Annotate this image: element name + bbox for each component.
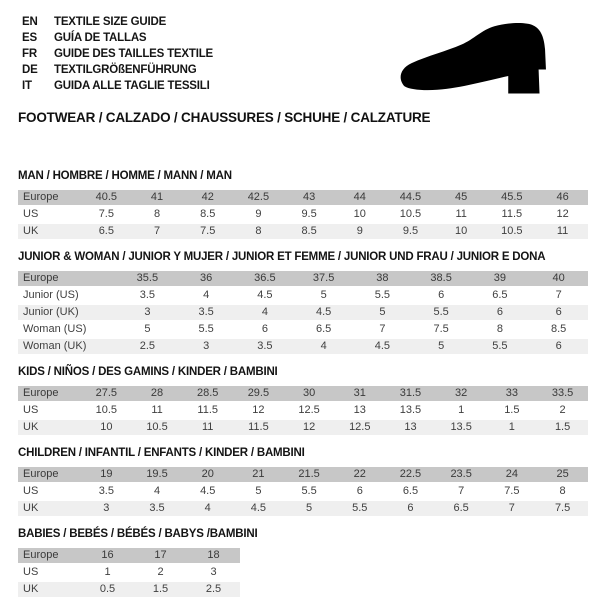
- size-cell: 20: [182, 467, 233, 482]
- size-cell: 5.5: [412, 305, 471, 320]
- size-cell: 7: [132, 224, 183, 239]
- size-cell: 6: [385, 501, 436, 516]
- size-cell: 10: [436, 224, 487, 239]
- size-cell: 3.5: [132, 501, 183, 516]
- size-cell: 5.5: [353, 288, 412, 303]
- size-cell: 40: [529, 271, 588, 286]
- table-row: [18, 548, 240, 563]
- size-cell: 11: [537, 224, 588, 239]
- size-cell: 6: [334, 484, 385, 499]
- size-cell: 8: [471, 322, 530, 337]
- size-cell: 19: [81, 467, 132, 482]
- row-label: Europe: [18, 386, 81, 401]
- language-title: TEXTILE SIZE GUIDE: [54, 16, 167, 28]
- size-table-title: BABIES / BEBÉS / BÉBÉS / BABYS /BAMBINI: [18, 528, 258, 540]
- size-cell: 6.5: [81, 224, 132, 239]
- size-cell: 4: [182, 501, 233, 516]
- size-cell: 39: [471, 271, 530, 286]
- size-cell: 44: [334, 190, 385, 205]
- size-cell: 5.5: [471, 339, 530, 354]
- size-cell: 10.5: [132, 420, 183, 435]
- size-cell: 7.5: [81, 207, 132, 222]
- size-cell: 35.5: [118, 271, 177, 286]
- size-cell: 8.5: [529, 322, 588, 337]
- row-label: Europe: [18, 271, 118, 286]
- size-cell: 3: [187, 565, 240, 580]
- size-cell: 10.5: [81, 403, 132, 418]
- size-cell: 38.5: [412, 271, 471, 286]
- size-cell: 7: [353, 322, 412, 337]
- size-cell: 27.5: [81, 386, 132, 401]
- sections-container: [18, 170, 588, 599]
- size-cell: 31.5: [385, 386, 436, 401]
- size-cell: 4: [294, 339, 353, 354]
- row-label: Europe: [18, 190, 81, 205]
- size-table-section: [18, 528, 588, 599]
- size-cell: 22: [334, 467, 385, 482]
- size-cell: 7: [436, 484, 487, 499]
- size-cell: 11: [436, 207, 487, 222]
- size-cell: 2.5: [187, 582, 240, 597]
- size-cell: 28: [132, 386, 183, 401]
- size-cell: 44.5: [385, 190, 436, 205]
- size-cell: 18: [187, 548, 240, 563]
- table-row: [18, 207, 588, 222]
- row-label: Europe: [18, 467, 81, 482]
- size-cell: 7.5: [412, 322, 471, 337]
- size-cell: 5.5: [334, 501, 385, 516]
- size-cell: 3: [118, 305, 177, 320]
- size-table-section: [18, 251, 588, 356]
- size-cell: 7.5: [537, 501, 588, 516]
- table-row: [18, 582, 240, 597]
- row-label: Junior (UK): [18, 305, 118, 320]
- language-code: IT: [22, 80, 32, 92]
- size-cell: 3.5: [236, 339, 295, 354]
- size-cell: 11: [182, 420, 233, 435]
- size-cell: 36: [177, 271, 236, 286]
- table-row: [18, 288, 588, 303]
- size-cell: 16: [81, 548, 134, 563]
- row-label: US: [18, 207, 81, 222]
- size-cell: 5: [412, 339, 471, 354]
- size-table-title: JUNIOR & WOMAN / JUNIOR Y MUJER / JUNIOR ET FEMME / JUNIOR UND FRAU / JUNIOR E DONA: [18, 251, 546, 263]
- size-table: [18, 465, 588, 518]
- size-cell: 1.5: [134, 582, 187, 597]
- size-table-section: [18, 447, 588, 518]
- size-cell: 11: [132, 403, 183, 418]
- size-cell: 8: [233, 224, 284, 239]
- row-label: Woman (UK): [18, 339, 118, 354]
- size-cell: 1: [436, 403, 487, 418]
- table-row: [18, 305, 588, 320]
- language-title: GUÍA DE TALLAS: [54, 32, 147, 44]
- size-cell: 31: [334, 386, 385, 401]
- size-cell: 24: [487, 467, 538, 482]
- size-cell: 2: [134, 565, 187, 580]
- size-cell: 5: [353, 305, 412, 320]
- size-cell: 37.5: [294, 271, 353, 286]
- size-cell: 45: [436, 190, 487, 205]
- size-cell: 10: [334, 207, 385, 222]
- language-code: ES: [22, 32, 37, 44]
- size-cell: 10.5: [487, 224, 538, 239]
- table-row: [18, 386, 588, 401]
- row-label: UK: [18, 582, 81, 597]
- size-table-title: KIDS / NIÑOS / DES GAMINS / KINDER / BAMBINI: [18, 366, 278, 378]
- size-cell: 4.5: [353, 339, 412, 354]
- size-cell: 3.5: [81, 484, 132, 499]
- size-cell: 7: [487, 501, 538, 516]
- size-cell: 6: [529, 305, 588, 320]
- size-table-section: [18, 366, 588, 437]
- language-code: DE: [22, 64, 38, 76]
- size-cell: 12: [284, 420, 335, 435]
- table-row: [18, 467, 588, 482]
- row-label: Europe: [18, 548, 81, 563]
- size-cell: 8.5: [182, 207, 233, 222]
- row-label: UK: [18, 420, 81, 435]
- language-title: GUIDE DES TAILLES TEXTILE: [54, 48, 213, 60]
- size-cell: 4.5: [236, 288, 295, 303]
- size-cell: 43: [284, 190, 335, 205]
- size-cell: 23.5: [436, 467, 487, 482]
- row-label: US: [18, 403, 81, 418]
- language-code: FR: [22, 48, 37, 60]
- size-cell: 33: [487, 386, 538, 401]
- size-table-title: MAN / HOMBRE / HOMME / MANN / MAN: [18, 170, 232, 182]
- size-cell: 17: [134, 548, 187, 563]
- table-row: [18, 271, 588, 286]
- table-row: [18, 403, 588, 418]
- row-label: US: [18, 565, 81, 580]
- size-cell: 4: [236, 305, 295, 320]
- size-cell: 42: [182, 190, 233, 205]
- size-cell: 5: [294, 288, 353, 303]
- size-cell: 1: [81, 565, 134, 580]
- size-cell: 12.5: [334, 420, 385, 435]
- table-row: [18, 501, 588, 516]
- size-cell: 45.5: [487, 190, 538, 205]
- size-cell: 1: [487, 420, 538, 435]
- size-cell: 7.5: [182, 224, 233, 239]
- table-row: [18, 565, 240, 580]
- size-cell: 12: [233, 403, 284, 418]
- size-cell: 11.5: [233, 420, 284, 435]
- size-cell: 3.5: [118, 288, 177, 303]
- size-cell: 3: [81, 501, 132, 516]
- row-label: Woman (US): [18, 322, 118, 337]
- size-cell: 13: [385, 420, 436, 435]
- size-cell: 5.5: [177, 322, 236, 337]
- size-cell: 6.5: [294, 322, 353, 337]
- size-cell: 21.5: [284, 467, 335, 482]
- language-title: TEXTILGRÖßENFÜHRUNG: [54, 64, 197, 76]
- size-table: [18, 269, 588, 356]
- size-cell: 33.5: [537, 386, 588, 401]
- size-cell: 9: [233, 207, 284, 222]
- size-cell: 13.5: [436, 420, 487, 435]
- size-cell: 11.5: [487, 207, 538, 222]
- size-cell: 5.5: [284, 484, 335, 499]
- language-title: GUIDA ALLE TAGLIE TESSILI: [54, 80, 210, 92]
- size-cell: 19.5: [132, 467, 183, 482]
- size-cell: 4.5: [294, 305, 353, 320]
- size-cell: 12: [537, 207, 588, 222]
- category-heading: FOOTWEAR / CALZADO / CHAUSSURES / SCHUHE / CALZATURE: [18, 110, 431, 125]
- size-cell: 6.5: [385, 484, 436, 499]
- row-label: UK: [18, 501, 81, 516]
- size-cell: 29.5: [233, 386, 284, 401]
- size-cell: 9.5: [385, 224, 436, 239]
- size-cell: 1.5: [537, 420, 588, 435]
- size-cell: 30: [284, 386, 335, 401]
- size-cell: 46: [537, 190, 588, 205]
- size-cell: 6: [236, 322, 295, 337]
- size-table-title: CHILDREN / INFANTIL / ENFANTS / KINDER / BAMBINI: [18, 447, 305, 459]
- row-label: Junior (US): [18, 288, 118, 303]
- size-cell: 6.5: [436, 501, 487, 516]
- size-cell: 4: [177, 288, 236, 303]
- table-row: [18, 190, 588, 205]
- size-cell: 9: [334, 224, 385, 239]
- table-row: [18, 484, 588, 499]
- size-cell: 6.5: [471, 288, 530, 303]
- size-cell: 42.5: [233, 190, 284, 205]
- size-cell: 4.5: [233, 501, 284, 516]
- size-table: [18, 384, 588, 437]
- size-cell: 0.5: [81, 582, 134, 597]
- size-cell: 32: [436, 386, 487, 401]
- size-cell: 21: [233, 467, 284, 482]
- size-cell: 8: [537, 484, 588, 499]
- table-row: [18, 420, 588, 435]
- size-cell: 8.5: [284, 224, 335, 239]
- size-cell: 6: [529, 339, 588, 354]
- size-cell: 7.5: [487, 484, 538, 499]
- size-table: [18, 188, 588, 241]
- size-cell: 6: [412, 288, 471, 303]
- size-cell: 13: [334, 403, 385, 418]
- table-row: [18, 224, 588, 239]
- size-cell: 8: [132, 207, 183, 222]
- size-cell: 2.5: [118, 339, 177, 354]
- size-cell: 9.5: [284, 207, 335, 222]
- shoe-icon: [388, 18, 588, 110]
- size-cell: 4.5: [182, 484, 233, 499]
- size-cell: 38: [353, 271, 412, 286]
- size-cell: 2: [537, 403, 588, 418]
- size-cell: 4: [132, 484, 183, 499]
- size-cell: 5: [118, 322, 177, 337]
- row-label: UK: [18, 224, 81, 239]
- size-cell: 3: [177, 339, 236, 354]
- size-cell: 13.5: [385, 403, 436, 418]
- size-cell: 6: [471, 305, 530, 320]
- size-cell: 7: [529, 288, 588, 303]
- row-label: US: [18, 484, 81, 499]
- size-cell: 11.5: [182, 403, 233, 418]
- size-cell: 25: [537, 467, 588, 482]
- table-row: [18, 322, 588, 337]
- size-cell: 36.5: [236, 271, 295, 286]
- size-cell: 10: [81, 420, 132, 435]
- size-cell: 10.5: [385, 207, 436, 222]
- size-cell: 1.5: [487, 403, 538, 418]
- size-cell: 41: [132, 190, 183, 205]
- table-row: [18, 339, 588, 354]
- size-cell: 3.5: [177, 305, 236, 320]
- size-cell: 40.5: [81, 190, 132, 205]
- size-cell: 12.5: [284, 403, 335, 418]
- size-cell: 5: [233, 484, 284, 499]
- size-cell: 5: [284, 501, 335, 516]
- size-cell: 28.5: [182, 386, 233, 401]
- size-table-section: [18, 170, 588, 241]
- size-table: [18, 546, 240, 599]
- size-cell: 22.5: [385, 467, 436, 482]
- language-code: EN: [22, 16, 38, 28]
